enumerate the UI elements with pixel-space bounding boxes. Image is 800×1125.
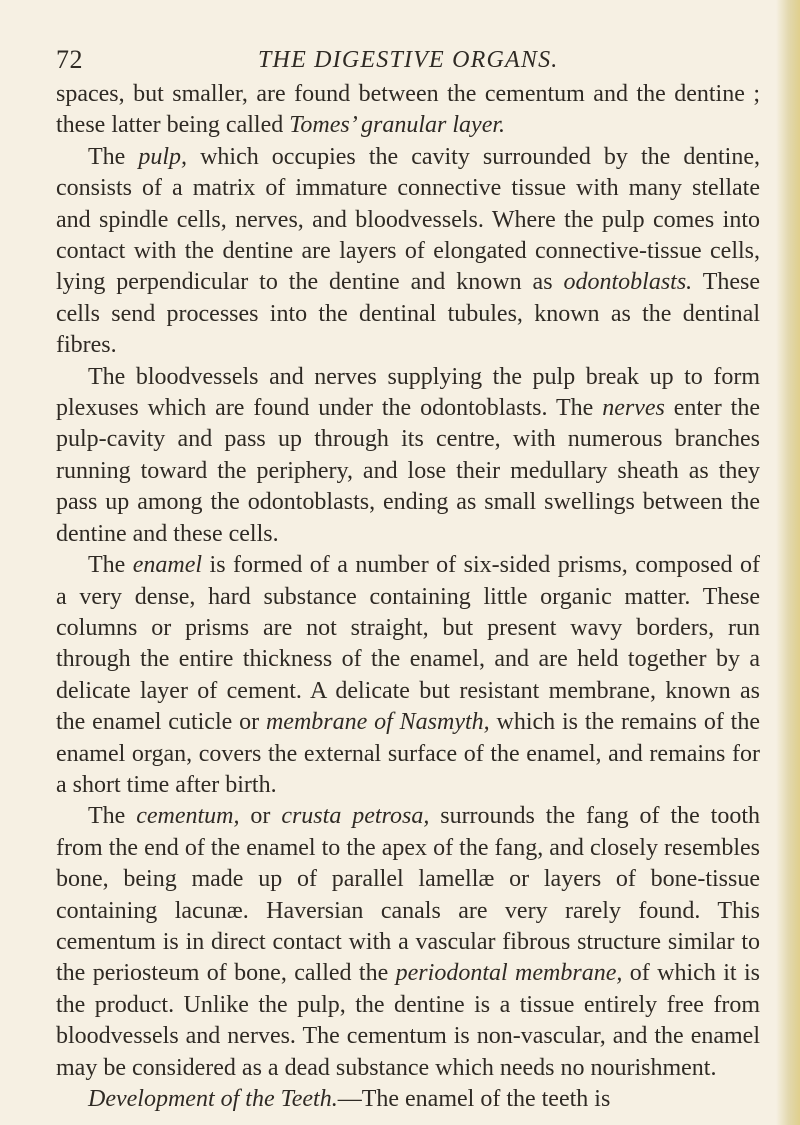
paragraph-2: The pulp, which occupies the cavity surrounded by the dentine, consists of a matrix of immature connective tissue with many stellate and spindle cells, nerves, and bloodvessels. Where the pulp comes into contact with the dentine are layers of elongated connective-tissue cells, lying perpendicular to the dentine and known as odontoblasts. These cells send processes into the dentinal tubules, known as the dentinal fibres.: [56, 143, 761, 359]
nerves-term: nerves: [602, 395, 665, 422]
body-text: [56, 79, 760, 1115]
crusta-petrosa-term: crusta petrosa,: [281, 803, 430, 830]
tomes-granular-layer-term: Tomes’ granular layer.: [289, 112, 506, 139]
paragraph-4: The enamel is formed of a number of six-sided prisms, composed of a very dense, hard substance containing little organic matter. These columns or prisms are not straight, but present wavy borders, run through the entire thickness of the enamel, and are held together by a delicate layer of cement. A delicate but resistant membrane, known as the enamel cuticle or membrane of Nasmyth, which is the remains of the enamel organ, covers the external surface of the enamel, and remains for a short time after birth.: [56, 552, 761, 798]
page-number: 72: [56, 45, 83, 74]
running-head: THE DIGESTIVE ORGANS.: [258, 47, 559, 73]
enamel-term: enamel: [132, 552, 203, 579]
pulp-term: pulp,: [138, 143, 188, 170]
paragraph-3: The bloodvessels and nerves supplying the pulp break up to form plexuses which are found under the odontoblasts. The nerves enter the pulp-cavity and pass up through its centre, with numerous branches running toward the periphery, and lose their medullary sheath as they pass up among the odontoblasts, ending as small swellings between the dentine and these cells.: [56, 363, 760, 547]
odontoblasts-term: odontoblasts.: [563, 269, 693, 296]
development-of-the-teeth-heading: Development of the Teeth.: [88, 1086, 338, 1112]
cementum-term: cementum,: [136, 803, 240, 830]
periodontal-membrane-term: periodontal membrane,: [395, 960, 623, 987]
paragraph-5: The cementum, or crusta petrosa, surrounds the fang of the tooth from the end of the enamel to the apex of the fang, and closely resembles bone, being made up of parallel lamellæ or layers of bone-tissue containing lacunæ. Haversian canals are very rarely found. This cementum is in direct contact with a vascular fibrous structure similar to the periosteum of bone, called the periodontal membrane, of which it is the product. Unlike the pulp, the dentine is a tissue entirely free from bloodvessels and nerves. The cementum is non-vascular, and the enamel may be considered as a dead substance which needs no nourishment.: [56, 803, 761, 1081]
membrane-of-nasmyth-term: membrane of Nasmyth,: [265, 709, 490, 736]
paragraph-1: spaces, but smaller, are found between the cementum and the dentine ; these latter being called Tomes’ granular layer.: [56, 81, 760, 139]
page-header: [0, 44, 800, 76]
paragraph-6: Development of the Teeth.—The enamel of the teeth is: [88, 1086, 611, 1112]
